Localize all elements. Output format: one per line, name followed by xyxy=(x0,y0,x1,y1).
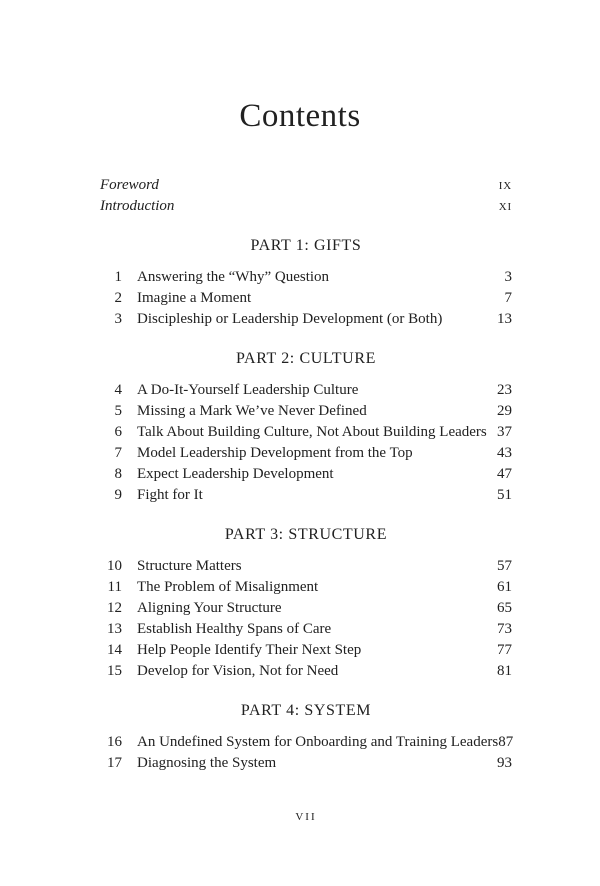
chapter-number: 12 xyxy=(107,600,122,616)
chapter-list xyxy=(100,267,512,330)
chapter-title: Establish Healthy Spans of Care xyxy=(137,621,332,637)
chapter-title: Structure Matters xyxy=(137,558,242,574)
page-number: 81 xyxy=(497,663,512,679)
page-number: 93 xyxy=(497,755,512,771)
front-matter-label: Introduction xyxy=(100,198,175,214)
chapter-list xyxy=(100,732,512,774)
toc-entry xyxy=(100,401,512,422)
toc-entry xyxy=(100,661,512,682)
chapter-list xyxy=(100,380,512,506)
chapter-title: The Problem of Misalignment xyxy=(137,579,319,595)
page-number: 57 xyxy=(497,558,512,574)
page-title: Contents xyxy=(239,98,361,134)
chapter-title: Discipleship or Leadership Development (or Both) xyxy=(137,311,443,327)
page-number: 3 xyxy=(504,269,512,285)
chapter-title: Help People Identify Their Next Step xyxy=(137,642,362,658)
toc-entry xyxy=(100,556,512,577)
part-section xyxy=(100,526,512,682)
part-heading: PART 4: SYSTEM xyxy=(240,702,372,719)
chapter-title: Develop for Vision, Not for Need xyxy=(137,663,339,679)
chapter-number: 11 xyxy=(107,579,122,595)
chapter-title: Expect Leadership Development xyxy=(137,466,334,482)
toc-entry xyxy=(100,309,512,330)
parts-list xyxy=(100,237,512,774)
chapter-number: 1 xyxy=(114,269,122,285)
page-number: 37 xyxy=(497,424,512,440)
toc-entry xyxy=(100,577,512,598)
chapter-number: 7 xyxy=(114,445,122,461)
page-number: 51 xyxy=(497,487,512,503)
chapter-title: Model Leadership Development from the Top xyxy=(137,445,413,461)
page-number: ix xyxy=(498,177,512,193)
front-matter-row xyxy=(100,175,512,196)
toc-entry xyxy=(100,732,512,753)
chapter-number: 3 xyxy=(114,311,122,327)
chapter-number: 10 xyxy=(107,558,122,574)
toc-entry xyxy=(100,288,512,309)
toc-entry xyxy=(100,422,512,443)
page-number: 13 xyxy=(497,311,512,327)
toc-entry xyxy=(100,443,512,464)
chapter-number: 13 xyxy=(107,621,122,637)
toc-entry xyxy=(100,619,512,640)
chapter-number: 9 xyxy=(114,487,122,503)
front-matter-label: Foreword xyxy=(100,177,159,193)
page-number: 47 xyxy=(497,466,512,482)
page-number: 73 xyxy=(497,621,512,637)
chapter-list xyxy=(100,556,512,682)
toc-entry xyxy=(100,753,512,774)
part-section xyxy=(100,237,512,330)
part-heading: PART 2: CULTURE xyxy=(236,350,376,367)
chapter-number: 5 xyxy=(114,403,122,419)
chapter-number: 8 xyxy=(114,466,122,482)
front-matter-row xyxy=(100,196,512,217)
chapter-number: 4 xyxy=(114,382,122,398)
chapter-title: An Undefined System for Onboarding and Training Leaders xyxy=(137,734,499,750)
chapter-title: Aligning Your Structure xyxy=(137,600,282,616)
chapter-title: Answering the “Why” Question xyxy=(137,269,330,285)
page-number: xi xyxy=(498,198,512,214)
chapter-number: 15 xyxy=(107,663,122,679)
chapter-title: Missing a Mark We’ve Never Defined xyxy=(137,403,367,419)
page-number: 7 xyxy=(504,290,512,306)
front-matter-list xyxy=(100,175,512,217)
page-number: 23 xyxy=(497,382,512,398)
chapter-number: 2 xyxy=(114,290,122,306)
chapter-title: Talk About Building Culture, Not About Building Leaders xyxy=(137,424,487,440)
chapter-number: 16 xyxy=(107,734,122,750)
chapter-title: Diagnosing the System xyxy=(137,755,277,771)
chapter-title: Imagine a Moment xyxy=(137,290,252,306)
page-number: 77 xyxy=(497,642,512,658)
page-number: 65 xyxy=(497,600,512,616)
page-number: 29 xyxy=(497,403,512,419)
toc-entry xyxy=(100,464,512,485)
part-heading: PART 3: STRUCTURE xyxy=(224,526,388,543)
toc-entry xyxy=(100,267,512,288)
chapter-title: Fight for It xyxy=(137,487,203,503)
chapter-number: 6 xyxy=(114,424,122,440)
page-number: 61 xyxy=(497,579,512,595)
chapter-number: 14 xyxy=(107,642,122,658)
part-heading: PART 1: GIFTS xyxy=(250,237,362,254)
toc-entry xyxy=(100,598,512,619)
page-number: 43 xyxy=(497,445,512,461)
folio-page-number: vii xyxy=(295,808,317,824)
chapter-title: A Do-It-Yourself Leadership Culture xyxy=(137,382,359,398)
part-section xyxy=(100,702,512,774)
toc-entry xyxy=(100,640,512,661)
table-of-contents xyxy=(100,175,512,774)
page-number: 87 xyxy=(498,734,514,750)
toc-entry xyxy=(100,485,512,506)
chapter-number: 17 xyxy=(107,755,122,771)
part-section xyxy=(100,350,512,506)
toc-entry xyxy=(100,380,512,401)
